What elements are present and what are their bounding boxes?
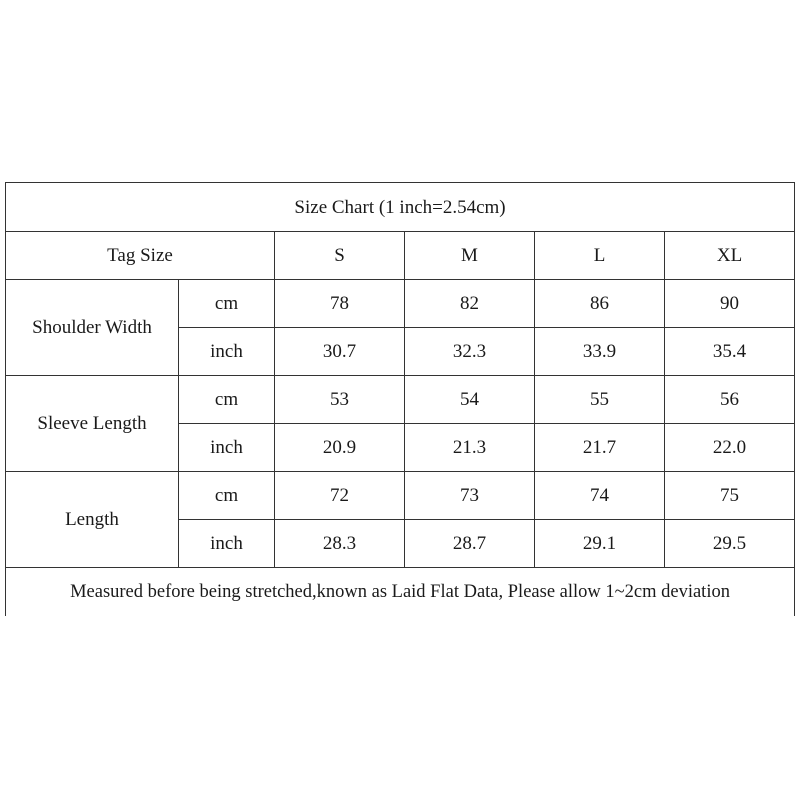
measurement-note: Measured before being stretched,known as Laid Flat Data, Please allow 1~2cm deviation — [6, 568, 795, 617]
value-cell: 21.3 — [405, 424, 535, 472]
size-chart-table — [5, 182, 795, 616]
value-cell: 56 — [665, 376, 795, 424]
value-cell: 30.7 — [275, 328, 405, 376]
unit-label: inch — [179, 424, 275, 472]
measure-label-length: Length — [6, 472, 179, 568]
value-cell: 54 — [405, 376, 535, 424]
unit-label: cm — [179, 280, 275, 328]
header-row — [6, 232, 795, 280]
value-cell: 28.3 — [275, 520, 405, 568]
measure-label-sleeve-length: Sleeve Length — [6, 376, 179, 472]
value-cell: 75 — [665, 472, 795, 520]
value-cell: 35.4 — [665, 328, 795, 376]
measure-label-shoulder-width: Shoulder Width — [6, 280, 179, 376]
chart-title: Size Chart (1 inch=2.54cm) — [6, 183, 795, 232]
unit-label: cm — [179, 376, 275, 424]
value-cell: 90 — [665, 280, 795, 328]
value-cell: 29.5 — [665, 520, 795, 568]
sleeve-length-cm-row — [6, 376, 795, 424]
value-cell: 82 — [405, 280, 535, 328]
value-cell: 78 — [275, 280, 405, 328]
value-cell: 86 — [535, 280, 665, 328]
value-cell: 73 — [405, 472, 535, 520]
length-cm-row — [6, 472, 795, 520]
size-chart-container — [5, 182, 795, 616]
value-cell: 20.9 — [275, 424, 405, 472]
size-header-xl: XL — [665, 232, 795, 280]
unit-label: inch — [179, 520, 275, 568]
value-cell: 21.7 — [535, 424, 665, 472]
value-cell: 28.7 — [405, 520, 535, 568]
size-header-m: M — [405, 232, 535, 280]
unit-label: inch — [179, 328, 275, 376]
size-header-l: L — [535, 232, 665, 280]
tag-size-label: Tag Size — [6, 232, 275, 280]
value-cell: 53 — [275, 376, 405, 424]
size-header-s: S — [275, 232, 405, 280]
value-cell: 29.1 — [535, 520, 665, 568]
unit-label: cm — [179, 472, 275, 520]
value-cell: 32.3 — [405, 328, 535, 376]
value-cell: 74 — [535, 472, 665, 520]
value-cell: 22.0 — [665, 424, 795, 472]
value-cell: 72 — [275, 472, 405, 520]
note-row — [6, 568, 795, 617]
title-row — [6, 183, 795, 232]
value-cell: 55 — [535, 376, 665, 424]
value-cell: 33.9 — [535, 328, 665, 376]
shoulder-width-cm-row — [6, 280, 795, 328]
